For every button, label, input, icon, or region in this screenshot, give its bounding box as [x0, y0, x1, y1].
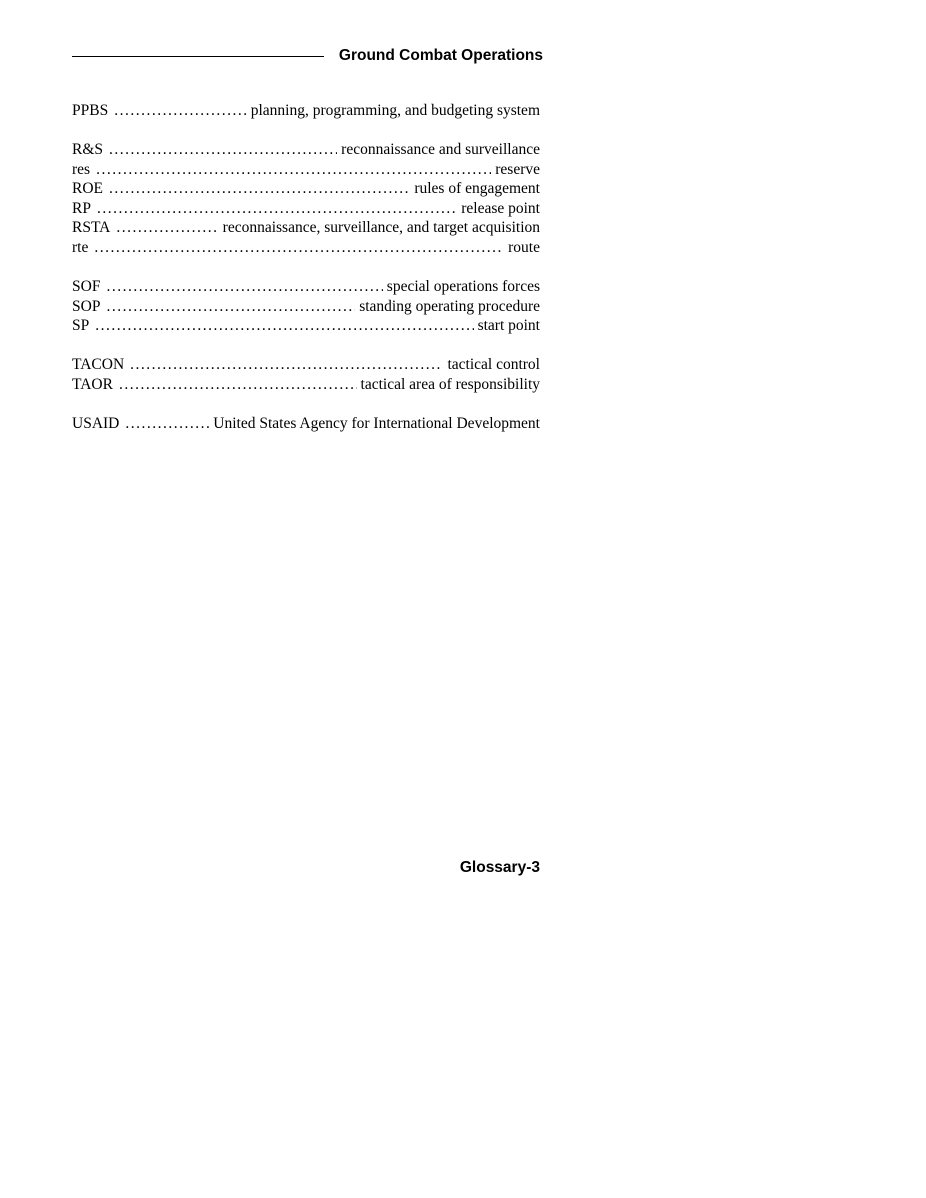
glossary-definition: reconnaissance and surveillance: [341, 141, 540, 159]
dot-leader: [106, 297, 355, 317]
glossary-abbreviation: R&S: [72, 141, 104, 159]
glossary-entry: [72, 355, 540, 375]
glossary-group-t: [72, 355, 540, 394]
page-header: [72, 46, 543, 66]
glossary-definition: route: [508, 239, 540, 257]
header-rule: [72, 56, 324, 57]
glossary-definition: reserve: [495, 160, 540, 178]
header-title: Ground Combat Operations: [338, 47, 543, 64]
dot-leader: [119, 375, 357, 395]
glossary-definition: rules of engagement: [414, 180, 540, 198]
glossary-entry: [72, 101, 540, 121]
glossary-group-s: [72, 277, 540, 336]
glossary-entry: [72, 160, 540, 180]
dot-leader: [114, 101, 247, 121]
glossary-entry: [72, 277, 540, 297]
glossary-definition: release point: [461, 199, 540, 217]
dot-leader: [130, 355, 443, 375]
glossary-abbreviation: SOF: [72, 278, 101, 296]
glossary-abbreviation: PPBS: [72, 102, 109, 119]
glossary-abbreviation: rte: [72, 239, 89, 257]
dot-leader: [94, 238, 504, 258]
glossary-group-r: [72, 140, 540, 258]
glossary-entry: [72, 179, 540, 199]
dot-leader: [96, 160, 491, 180]
glossary-entry: [72, 316, 540, 336]
glossary-entry: [72, 199, 540, 219]
glossary-entry: [72, 140, 540, 160]
glossary-abbreviation: TAOR: [72, 376, 113, 394]
glossary-abbreviation: TACON: [72, 356, 125, 374]
glossary-group-u: [72, 414, 540, 434]
glossary-definition: tactical area of responsibility: [360, 376, 540, 394]
dot-leader: [106, 277, 382, 297]
glossary-definition: special operations forces: [386, 278, 540, 296]
glossary-abbreviation: SOP: [72, 297, 101, 315]
dot-leader: [109, 140, 337, 160]
dot-leader: [109, 179, 410, 199]
page-number: Glossary-3: [459, 859, 540, 876]
dot-leader: [97, 199, 457, 219]
glossary-list: [72, 101, 540, 453]
glossary-definition: start point: [477, 317, 540, 335]
glossary-definition: reconnaissance, surveillance, and target acquisition: [222, 219, 540, 237]
glossary-definition: standing operating procedure: [359, 297, 540, 315]
glossary-group-p: [72, 101, 540, 121]
glossary-abbreviation: res: [72, 160, 91, 178]
dot-leader: [95, 316, 473, 336]
glossary-definition: tactical control: [447, 356, 540, 374]
glossary-entry: [72, 238, 540, 258]
glossary-entry: [72, 218, 540, 238]
glossary-definition: planning, programming, and budgeting system: [250, 102, 540, 119]
glossary-abbreviation: RSTA: [72, 219, 111, 237]
dot-leader: [116, 218, 218, 238]
glossary-abbreviation: SP: [72, 317, 90, 335]
dot-leader: [125, 414, 209, 434]
glossary-abbreviation: RP: [72, 199, 91, 217]
glossary-definition: United States Agency for International Development: [213, 415, 540, 433]
glossary-abbreviation: USAID: [72, 415, 120, 433]
glossary-entry: [72, 375, 540, 395]
glossary-entry: [72, 414, 540, 434]
glossary-abbreviation: ROE: [72, 180, 103, 198]
glossary-entry: [72, 297, 540, 317]
